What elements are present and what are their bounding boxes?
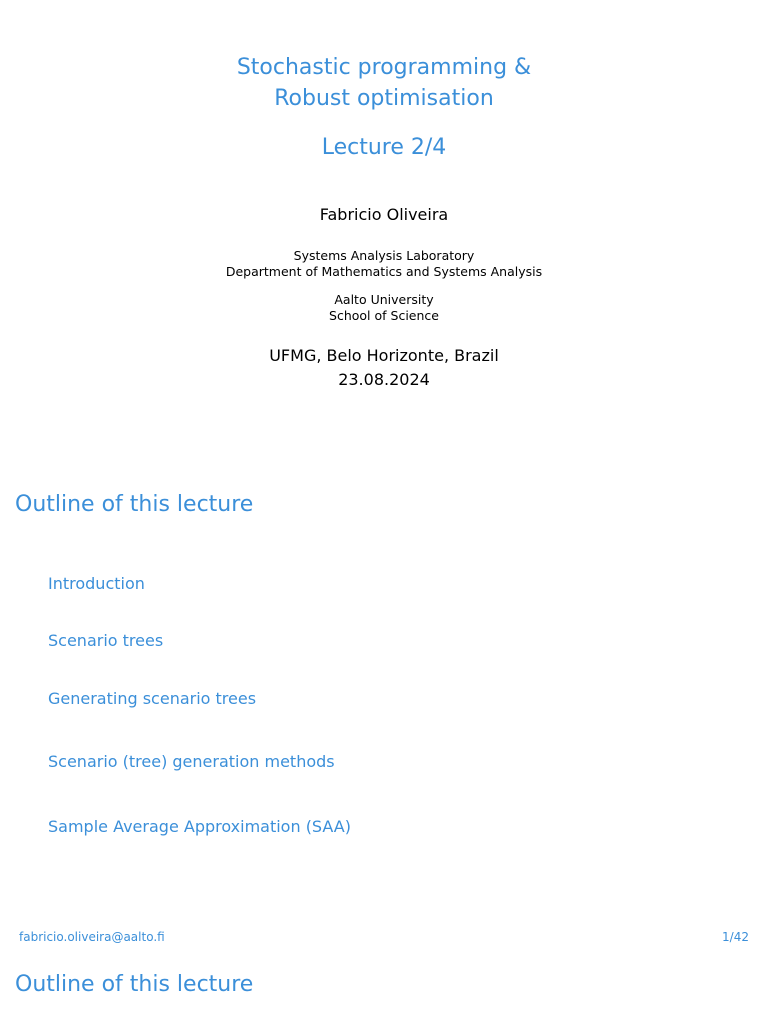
toc-item-generation-methods[interactable]: Scenario (tree) generation methods bbox=[48, 752, 335, 771]
next-slide-heading: Outline of this lecture bbox=[15, 972, 254, 997]
lecture-number: Lecture 2/4 bbox=[321, 135, 447, 160]
affiliation-department: Department of Mathematics and Systems Analysis bbox=[225, 264, 543, 279]
presentation-title-line-1: Stochastic programming & bbox=[236, 55, 532, 80]
university-name: Aalto University bbox=[334, 292, 434, 307]
toc-item-scenario-trees[interactable]: Scenario trees bbox=[48, 631, 164, 650]
toc-item-generating-scenario-trees[interactable]: Generating scenario trees bbox=[48, 689, 257, 708]
affiliation-lab: Systems Analysis Laboratory bbox=[293, 248, 475, 263]
outline-heading: Outline of this lecture bbox=[15, 492, 254, 517]
footer-email[interactable]: fabricio.oliveira@aalto.fi bbox=[19, 930, 165, 944]
presentation-title-line-2: Robust optimisation bbox=[274, 86, 494, 111]
school-name: School of Science bbox=[329, 308, 439, 323]
toc-item-saa[interactable]: Sample Average Approximation (SAA) bbox=[48, 817, 351, 836]
author-name: Fabricio Oliveira bbox=[319, 205, 449, 224]
venue: UFMG, Belo Horizonte, Brazil bbox=[269, 346, 499, 365]
page-number: 1/42 bbox=[722, 930, 749, 944]
presentation-date: 23.08.2024 bbox=[338, 370, 430, 389]
toc-item-introduction[interactable]: Introduction bbox=[48, 574, 145, 593]
